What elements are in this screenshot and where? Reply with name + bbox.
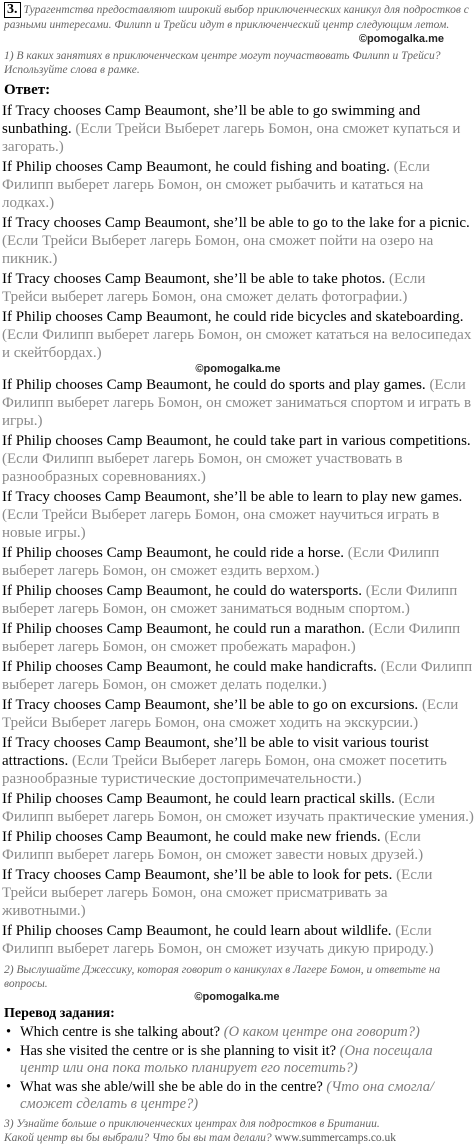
answer-entry: If Philip chooses Camp Beaumont, he could do watersports. (Если Филипп выберет лагерь Бомон, он сможет заниматься водным спортом.) bbox=[2, 583, 458, 617]
question-3-line1: 3) Узнайте больше о приключенческих центрах для подростков в Британии. bbox=[4, 1118, 380, 1130]
translation-item: • What was she able/will she be able do in the centre? (Что она смогла/сможет сделать в центре?) bbox=[6, 1079, 435, 1112]
answer-entry: If Philip chooses Camp Beaumont, he could ride bicycles and skateboarding. (Если Филипп выберет лагерь Бомон, он сможет кататься на велосипедах и скейтбордах.) bbox=[2, 309, 472, 361]
summercamps-link[interactable]: www.summercamps.co.uk bbox=[274, 1132, 397, 1144]
watermark-middle: ©pomogalka.me bbox=[195, 363, 281, 375]
translation-list bbox=[0, 1023, 474, 1114]
question-3 bbox=[0, 1114, 474, 1145]
question-2: 2) Выслушайте Джессику, которая говорит о каникулах в Лагере Бомон, и ответьте на вопросы. bbox=[4, 964, 441, 990]
task-intro: Турагентства предоставляют широкий выбор приключенческих каникул для подростков с разными интересами. Филипп и Трейси идут в приключенческий центр следующим летом. bbox=[4, 4, 469, 31]
answer-entry: If Philip chooses Camp Beaumont, he could ride a horse. (Если Филипп выберет лагерь Бомон, он сможет ездить верхом.) bbox=[2, 545, 440, 579]
question-1: 1) В каких занятиях в приключенческом центре могут поучаствовать Филипп и Трейси? Используйте слова в рамке. bbox=[4, 50, 441, 76]
answer-entry: If Tracy chooses Camp Beaumont, she’ll be able to visit various tourist attractions. (Если Трейси Выберет лагерь Бомон, она сможет посетить разнообразные туристические достопримечательности.) bbox=[2, 735, 447, 787]
answer-entry: If Tracy chooses Camp Beaumont, she’ll be able to go on excursions. (Если Трейси Выберет лагерь Бомон, она сможет ходить на экскурсии.) bbox=[2, 697, 459, 731]
answer-entry: If Philip chooses Camp Beaumont, he could do sports and play games. (Если Филипп выберет лагерь Бомон, он сможет заниматься спортом и играть в игры.) bbox=[2, 377, 472, 429]
answer-entry: If Philip chooses Camp Beaumont, he could make handicrafts. (Если Филипп выберет лагерь Бомон, он сможет делать поделки.) bbox=[2, 659, 473, 693]
answer-entry: If Philip chooses Camp Beaumont, he could make new friends. (Если Филипп выберет лагерь Бомон, он сможет завести новых друзей.) bbox=[2, 829, 424, 863]
answer-entry: If Tracy chooses Camp Beaumont, she’ll be able to go swimming and sunbathing. (Если Трейси Выберет лагерь Бомон, она сможет купаться и загорать.) bbox=[2, 103, 461, 155]
bullet-icon: • bbox=[6, 1043, 12, 1059]
answer-entry: If Philip chooses Camp Beaumont, he could learn practical skills. (Если Филипп выберет лагерь Бомон, он сможет изучать практические умения.) bbox=[2, 791, 474, 825]
question-3-line2: Какой центр вы бы выбрали? Что бы вы там делали? www.summercamps.co.uk bbox=[4, 1132, 397, 1144]
bullet-icon: • bbox=[6, 1024, 12, 1040]
answer-entry: If Philip chooses Camp Beaumont, he could take part in various competitions. (Если Филипп выберет лагерь Бомон, он сможет участвовать в разнообразных соревнованиях.) bbox=[2, 433, 471, 485]
answer-entry: If Tracy chooses Camp Beaumont, she’ll be able to learn to play new games. (Если Трейси Выберет лагерь Бомон, она сможет научиться играть в новые игры.) bbox=[2, 489, 463, 541]
task-number: 3. bbox=[4, 2, 21, 18]
translation-item: • Has she visited the centre or is she planning to visit it? (Она посещала центр или она пока только планирует его посетить?) bbox=[6, 1043, 433, 1076]
answer-entry: If Tracy chooses Camp Beaumont, she’ll be able to go to the lake for a picnic. (Если Трейси Выберет лагерь Бомон, она сможет пойти на озеро на пикник.) bbox=[2, 215, 470, 267]
answer-entry: If Philip chooses Camp Beaumont, he could learn about wildlife. (Если Филипп выберет лагерь Бомон, он сможет изучать дикую природу.) bbox=[2, 923, 434, 957]
answer-label: Ответ: bbox=[4, 82, 51, 98]
answer-entry: If Tracy chooses Camp Beaumont, she’ll be able to look for pets. (Если Трейси выберет лагерь Бомон, она сможет присматривать за животными.) bbox=[2, 867, 433, 919]
answer-entry: If Philip chooses Camp Beaumont, he could fishing and boating. (Если Филипп выберет лагерь Бомон, он сможет рыбачить и кататься на лодках.) bbox=[2, 159, 430, 211]
translation-label: Перевод задания: bbox=[4, 1006, 115, 1021]
answer-entry: If Philip chooses Camp Beaumont, he could run a marathon. (Если Филипп выберет лагерь Бомон, он сможет пробежать марафон.) bbox=[2, 621, 461, 655]
bullet-icon: • bbox=[6, 1079, 12, 1095]
watermark-bottom: ©pomogalka.me bbox=[194, 991, 280, 1003]
translation-item: • Which centre is she talking about? (О каком центре она говорит?) bbox=[6, 1024, 420, 1040]
answer-entry: If Tracy chooses Camp Beaumont, she’ll be able to take photos. (Если Трейси выберет лагерь Бомон, она сможет делать фотографии.) bbox=[2, 271, 426, 305]
watermark-top: ©pomogalka.me bbox=[358, 33, 444, 45]
answer-list bbox=[0, 101, 474, 959]
task-header bbox=[0, 0, 474, 33]
